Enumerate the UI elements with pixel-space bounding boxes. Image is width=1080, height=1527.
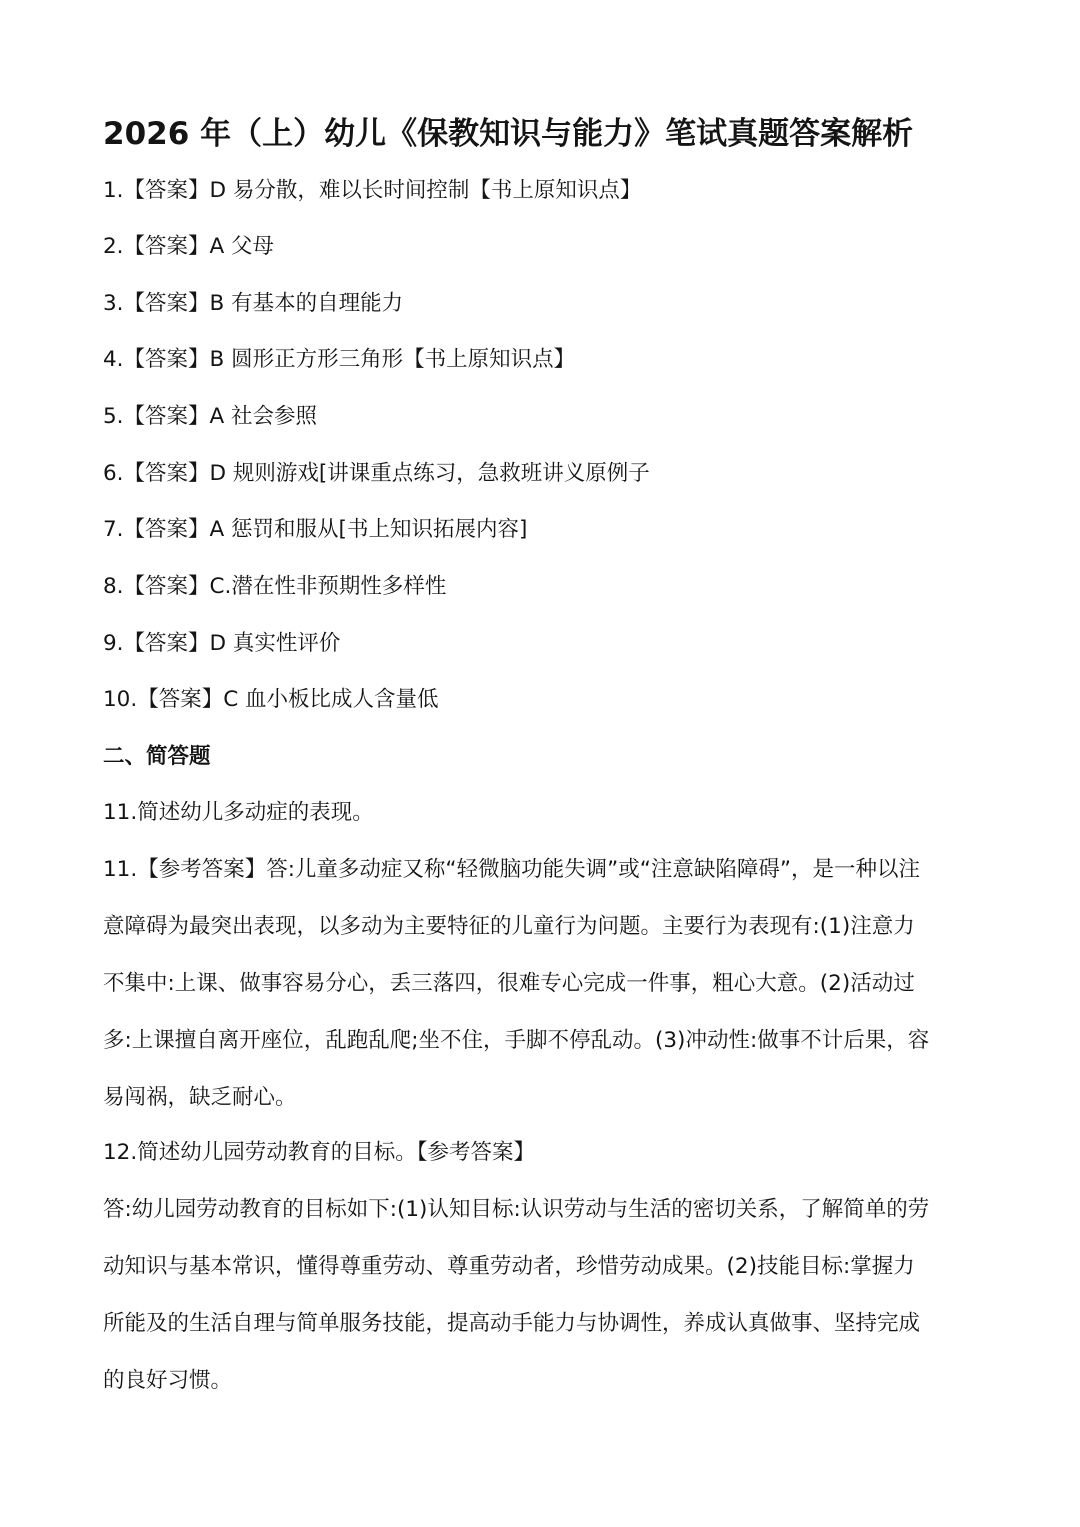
answer-12-line: 动知识与基本常识，懂得尊重劳动、尊重劳动者，珍惜劳动成果。(2)技能目标:掌握力 xyxy=(103,1254,915,1279)
answer-line-9: 9.【答案】D 真实性评价 xyxy=(103,631,341,656)
answer-line-7: 7.【答案】A 惩罚和服从[书上知识拓展内容] xyxy=(103,517,528,542)
answer-12-line: 的良好习惯。 xyxy=(103,1368,233,1393)
question-12: 12.简述幼儿园劳动教育的目标。【参考答案】 xyxy=(103,1140,535,1165)
document-title: 2026 年（上）幼儿《保教知识与能力》笔试真题答案解析 xyxy=(103,116,914,152)
answer-line-1: 1.【答案】D 易分散，难以长时间控制【书上原知识点】 xyxy=(103,178,642,203)
answer-line-6: 6.【答案】D 规则游戏[讲课重点练习，急救班讲义原例子 xyxy=(103,461,650,486)
answer-11-line: 易闯祸，缺乏耐心。 xyxy=(103,1085,297,1110)
answer-11-line: 不集中:上课、做事容易分心，丢三落四，很难专心完成一件事，粗心大意。(2)活动过 xyxy=(103,971,915,996)
answer-line-3: 3.【答案】B 有基本的自理能力 xyxy=(103,291,404,316)
answer-12-line: 所能及的生活自理与简单服务技能，提高动手能力与协调性，养成认真做事、坚持完成 xyxy=(103,1311,921,1336)
answer-line-10: 10.【答案】C 血小板比成人含量低 xyxy=(103,687,439,712)
answer-11-paragraph xyxy=(103,841,983,1126)
answer-12-line: 答:幼儿园劳动教育的目标如下:(1)认知目标:认识劳动与生活的密切关系，了解简单的劳 xyxy=(103,1197,930,1222)
answer-line-4: 4.【答案】B 圆形正方形三角形【书上原知识点】 xyxy=(103,347,576,372)
answer-line-2: 2.【答案】A 父母 xyxy=(103,234,275,259)
question-11: 11.简述幼儿多动症的表现。 xyxy=(103,800,374,825)
answer-11-line: 意障碍为最突出表现，以多动为主要特征的儿童行为问题。主要行为表现有:(1)注意力 xyxy=(103,914,915,939)
answer-line-8: 8.【答案】C.潜在性非预期性多样性 xyxy=(103,574,447,599)
section-heading: 二、简答题 xyxy=(103,744,211,769)
answer-11-line: 多:上课擅自离开座位，乱跑乱爬;坐不住，手脚不停乱动。(3)冲动性:做事不计后果，容 xyxy=(103,1028,930,1053)
answer-12-paragraph xyxy=(103,1181,983,1409)
answer-line-5: 5.【答案】A 社会参照 xyxy=(103,404,318,429)
answer-11-line: 11.【参考答案】答:儿童多动症又称“轻微脑功能失调”或“注意缺陷障碍”，是一种以注 xyxy=(103,857,920,882)
